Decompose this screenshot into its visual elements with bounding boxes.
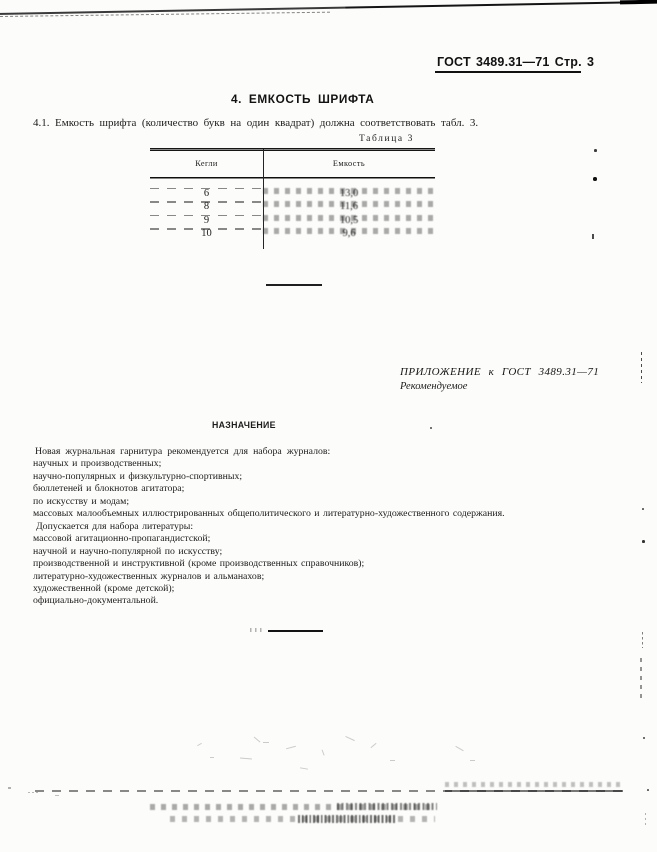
pencil-mark <box>345 736 355 741</box>
scan-specks <box>250 628 265 632</box>
purpose-line: художественной (кроме детской); <box>33 582 175 594</box>
purpose-line: научно-популярных и физкультурно-спортивных; <box>33 470 243 482</box>
cell-capacity: 10,5 <box>263 215 435 221</box>
scan-dot <box>642 508 644 510</box>
purpose-line: литературно-художественных журналов и альманахов; <box>33 570 265 582</box>
page-number: Стр. 3 <box>554 55 595 69</box>
column-header-capacity: Емкость <box>332 159 366 168</box>
table-row <box>150 201 435 215</box>
doc-number: ГОСТ 3489.31—71 <box>437 55 550 69</box>
scan-dot <box>430 427 432 429</box>
table-row <box>150 215 435 229</box>
pencil-mark <box>390 760 395 761</box>
table-top-rule <box>150 148 435 151</box>
cell-kegl: 6 <box>150 188 263 190</box>
table-caption: Таблица 3 <box>359 134 415 144</box>
colophon-smudge <box>445 790 623 792</box>
appendix-reference: ПРИЛОЖЕНИЕ к ГОСТ 3489.31—71 <box>400 366 600 378</box>
purpose-line: официально-документальной. <box>33 595 159 607</box>
header-underline <box>435 71 581 73</box>
cell-capacity: 13,0 <box>263 188 435 194</box>
margin-dashed-mark <box>640 658 642 702</box>
pencil-mark <box>197 743 202 746</box>
end-divider <box>268 630 323 632</box>
scan-dash <box>8 787 11 789</box>
pencil-mark <box>254 737 261 743</box>
cell-kegl: 8 <box>150 201 263 203</box>
scan-dot <box>647 789 649 791</box>
pencil-mark <box>321 750 324 756</box>
cell-kegl: 9 <box>150 215 263 217</box>
colophon-smudge <box>337 803 437 810</box>
cell-capacity: 11,6 <box>263 201 435 207</box>
colophon-smudge <box>445 782 620 787</box>
pencil-mark <box>370 743 376 748</box>
margin-dashed-mark <box>642 632 643 648</box>
clause-4-1: 4.1. Емкость шрифта (количество букв на один квадрат) должна соответствовать табл. 3. <box>33 117 479 129</box>
appendix-status: Рекомендуемое <box>400 381 468 392</box>
table-row <box>150 188 435 202</box>
scan-artifact-corner-mark <box>620 0 657 4</box>
column-header-kegl: Кегли <box>195 159 218 168</box>
scan-dot <box>642 540 645 543</box>
colophon-smudge <box>298 815 395 823</box>
capacity-table <box>150 148 435 251</box>
purpose-line: бюллетеней и блокнотов агитатора; <box>33 483 185 495</box>
purpose-line: производственной и инструктивной (кроме производственных справочников); <box>33 558 365 570</box>
scan-dot <box>594 149 597 152</box>
pencil-mark <box>240 757 252 759</box>
scan-dot <box>593 177 597 181</box>
section-title: 4. ЕМКОСТЬ ШРИФТА <box>231 92 375 106</box>
purpose-line: научных и производственных; <box>33 458 162 470</box>
scan-dash <box>28 792 38 793</box>
scan-dot <box>643 737 645 739</box>
running-header <box>437 55 594 69</box>
purpose-line: научной и научно-популярной по искусству; <box>33 545 223 557</box>
table-row <box>150 228 435 242</box>
pencil-mark <box>300 767 308 769</box>
purpose-line: массовых малообъемных иллюстрированных общеполитического и литературно-художественного содержания. <box>33 508 505 520</box>
cell-kegl: 10 <box>150 228 263 230</box>
purpose-line: по искусству и модам; <box>33 495 130 507</box>
scan-dash <box>592 234 594 239</box>
pencil-mark <box>286 746 296 750</box>
pencil-mark <box>470 760 475 761</box>
cell-capacity: 9,6 <box>263 228 435 234</box>
purpose-title: НАЗНАЧЕНИЕ <box>212 420 276 430</box>
margin-dashed-mark <box>641 352 642 383</box>
pencil-mark <box>263 742 269 743</box>
margin-dashed-mark <box>645 813 646 825</box>
purpose-line: массовой агитационно-пропагандистской; <box>33 533 211 545</box>
pencil-mark <box>455 746 463 752</box>
table-header-rule <box>150 177 435 180</box>
purpose-line: Новая журнальная гарнитура рекомендуется для набора журналов: <box>35 446 331 457</box>
scan-dash <box>55 795 59 796</box>
purpose-line: Допускается для набора литературы: <box>36 520 194 532</box>
pencil-mark <box>210 757 214 758</box>
section-divider <box>266 284 322 286</box>
purpose-list <box>33 446 505 608</box>
